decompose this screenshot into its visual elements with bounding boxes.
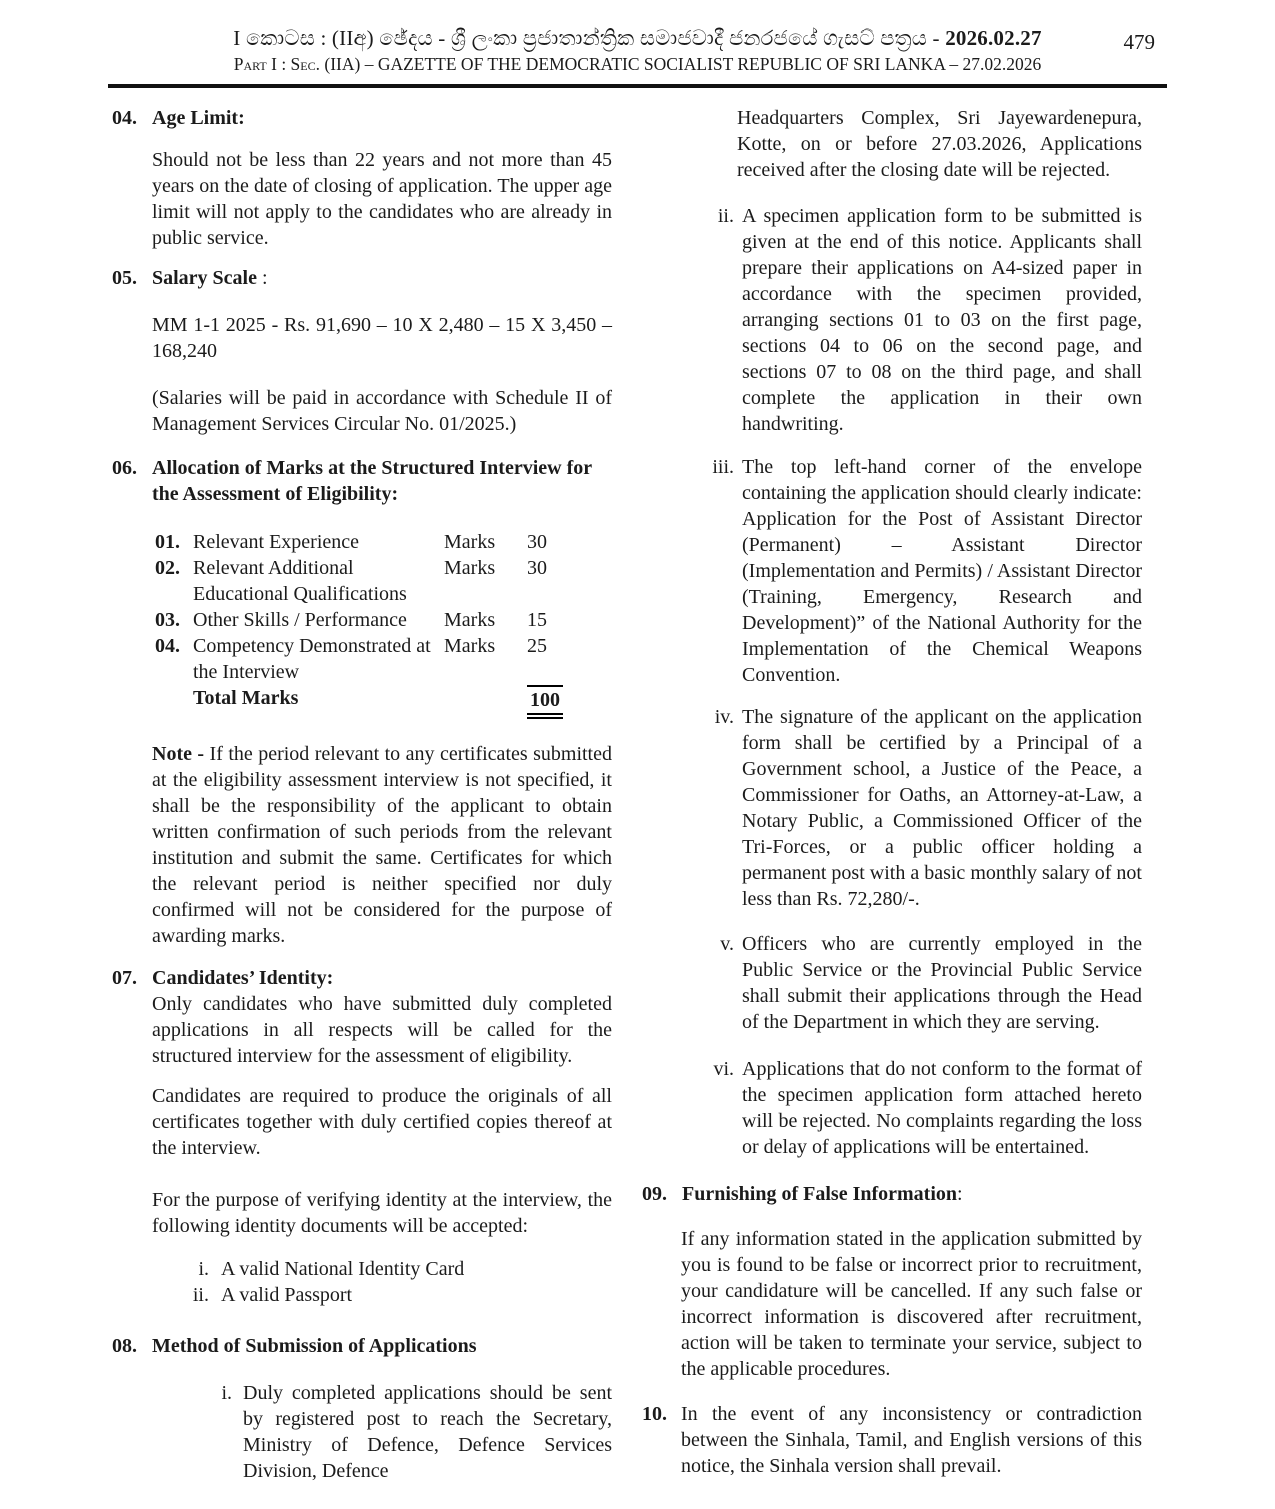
section-04-heading (112, 105, 612, 131)
list-item-text: A valid Passport (221, 1284, 353, 1306)
section-06-heading (112, 455, 612, 507)
roman-number: vi. (713, 1058, 734, 1080)
section-05-heading (112, 265, 612, 291)
section-09-body: If any information stated in the application submitted by you is found to be false or incorrect prior to recruitment, your candidature will be cancelled. If any such false or incorrect information is discovered after recruitment, action will be taken to terminate your service, subject to the applicable procedures. (681, 1228, 1142, 1380)
section-09-heading (642, 1181, 1142, 1207)
marks-value: 25 (527, 635, 547, 657)
marks-item-label: Relevant Experience (193, 531, 360, 553)
section-title (682, 1181, 1142, 1207)
section-number: 07. (112, 967, 137, 989)
roman-item (702, 931, 1142, 1035)
marks-value: 15 (527, 609, 547, 631)
note-paragraph (152, 741, 612, 949)
note-text: If the period relevant to any certificates submitted at the eligibility assessment interview is not specified, it shall be the responsibility of the applicant to obtain written confirmation of such periods from the relevant institution and submit the same. Certificates for which the relevant period is neither specified nor duly confirmed will not be considered for the purpose of awarding marks. (152, 743, 612, 947)
marks-item-label: Competency Demonstrated at the Interview (193, 635, 431, 683)
identity-doc-list (112, 1256, 612, 1308)
identity-doc-item (187, 1282, 612, 1308)
list-item-number: i. (198, 1258, 209, 1280)
total-marks-label: Total Marks (193, 687, 299, 709)
section-number: 04. (112, 107, 137, 129)
roman-item (702, 454, 1142, 688)
section-title (152, 265, 612, 291)
marks-item-label: Other Skills / Performance (193, 609, 407, 631)
marks-value: 30 (527, 531, 547, 553)
roman-number: v. (720, 933, 734, 955)
section-07-paragraph-1: Only candidates who have submitted duly completed applications in all respects will be called for the structured interview for the assessment of eligibility. (152, 993, 612, 1067)
roman-item (702, 704, 1142, 912)
section-title: Age Limit: (152, 107, 245, 129)
column-right (642, 100, 1142, 1484)
marks-item-number: 01. (155, 531, 180, 553)
roman-text: Applications that do not conform to the format of the specimen application form attached hereto will be rejected. No complaints regarding the loss or delay of applications will be entertained. (742, 1058, 1142, 1158)
identity-doc-item (187, 1256, 612, 1282)
section-title-suffix: : (257, 267, 268, 289)
note-label: Note - (152, 743, 210, 765)
marks-row (155, 529, 612, 555)
marks-label: Marks (444, 635, 496, 657)
roman-text: A specimen application form to be submitted is given at the end of this notice. Applicants shall prepare their applications on A4-sized paper in accordance with the specimen provided, arranging sections 01 to 03 on the first page, sections 04 to 06 on the second page, and sections 07 to 08 on the third page, and shall complete the application in their own handwriting. (742, 205, 1142, 435)
header-sinhala-date: 2026.02.27 (945, 26, 1042, 50)
marks-value: 30 (527, 557, 547, 579)
section-number: 06. (112, 457, 137, 479)
section-title-text: Furnishing of False Information (682, 1183, 958, 1205)
header-sinhala-line (108, 26, 1167, 51)
header-english-line: Part I : Sec. (IIA) – GAZETTE OF THE DEMOCRATIC SOCIALIST REPUBLIC OF SRI LANKA – 27.02.2026 (233, 54, 1042, 74)
section-10-body: In the event of any inconsistency or contradiction between the Sinhala, Tamil, and English versions of this notice, the Sinhala version shall prevail. (681, 1403, 1142, 1477)
section-number: 05. (112, 267, 137, 289)
marks-item-label: Relevant Additional Educational Qualifications (193, 557, 407, 605)
list-item-text: A valid National Identity Card (221, 1258, 465, 1280)
marks-item-number: 04. (155, 635, 180, 657)
list-item-text: Duly completed applications should be sent by registered post to reach the Secretary, Ministry of Defence, Defence Services Division, Defence (243, 1382, 612, 1482)
roman-item (702, 203, 1142, 437)
roman-text: The signature of the applicant on the application form shall be certified by a Principal of a Government school, a Justice of the Peace, a Commissioner for Oaths, an Attorney-at-Law, a Notary Public, a Commissioned Officer of the Tri-Forces, or a public officer holding a permanent post with a basic monthly salary of not less than Rs. 72,280/-. (742, 706, 1142, 910)
salary-scale-text: MM 1-1 2025 - Rs. 91,690 – 10 X 2,480 – 15 X 3,450 – 168,240 (152, 314, 612, 362)
roman-text: The top left-hand corner of the envelope containing the application should clearly indicate: Application for the Post of Assistant Director (Permanent) – Assistant Director (Implementation and Permits) / Assistant Director (Training, Emergency, Research and Development)” of the National Authority for the Implementation of the Chemical Weapons Convention. (742, 456, 1142, 686)
marks-row (155, 607, 612, 633)
section-title: Method of Submission of Applications (152, 1335, 477, 1357)
marks-table (155, 529, 612, 719)
marks-row (155, 633, 612, 685)
marks-label: Marks (444, 531, 496, 553)
column-left (112, 100, 612, 1484)
roman-number: iii. (712, 456, 734, 478)
section-number: 08. (112, 1335, 137, 1357)
section-10 (642, 1401, 1142, 1479)
page-number: 479 (1123, 30, 1155, 54)
list-item-number: ii. (192, 1284, 209, 1306)
section-number: 09. (642, 1183, 667, 1205)
list-item-number: i. (221, 1382, 232, 1404)
marks-label: Marks (444, 609, 496, 631)
section-07-paragraph-2: Candidates are required to produce the originals of all certificates together with duly certified copies thereof at the interview. (152, 1085, 612, 1159)
section-08-heading (112, 1333, 612, 1359)
section-07-heading (112, 965, 612, 991)
section-title: Allocation of Marks at the Structured Interview for the Assessment of Eligibility: (152, 457, 592, 505)
submission-item (210, 1380, 612, 1484)
section-title-suffix: : (957, 1183, 963, 1205)
total-marks-value: 100 (527, 685, 563, 719)
section-title: Candidates’ Identity: (152, 967, 334, 989)
continuation-paragraph: Headquarters Complex, Sri Jayewardenepura, Kotte, on or before 27.03.2026, Applications received after the closing date will be rejected. (737, 107, 1142, 181)
section-number: 10. (642, 1403, 667, 1425)
roman-number: iv. (714, 706, 734, 728)
salary-scale-note: (Salaries will be paid in accordance with Schedule II of Management Services Circular No. 01/2025.) (152, 387, 612, 435)
marks-label: Marks (444, 557, 496, 579)
roman-number: ii. (717, 205, 734, 227)
header-rule (108, 84, 1167, 88)
spacer (155, 685, 193, 719)
marks-item-number: 03. (155, 609, 180, 631)
section-04-body: Should not be less than 22 years and not more than 45 years on the date of closing of application. The upper age limit will not apply to the candidates who are already in public service. (152, 149, 612, 249)
marks-row (155, 555, 612, 607)
header-sinhala-text: I කොටස : (IIඅ) ඡේදය - ශ්‍රී ලංකා ප්‍රජාතාන්ත්‍රික සමාජවාදී ජනරජයේ ගැසට් පත්‍රය - (233, 26, 946, 50)
section-title-text: Salary Scale (152, 267, 257, 289)
section-07-paragraph-3: For the purpose of verifying identity at the interview, the following identity documents will be accepted: (152, 1189, 612, 1237)
roman-text: Officers who are currently employed in the Public Service or the Provincial Public Service shall submit their applications through the Head of the Department in which they are serving. (742, 933, 1142, 1033)
marks-item-number: 02. (155, 557, 180, 579)
marks-total-row (155, 685, 612, 719)
content-columns (112, 100, 1142, 1484)
page-header (108, 26, 1167, 75)
spacer (444, 685, 527, 719)
roman-item (702, 1056, 1142, 1160)
